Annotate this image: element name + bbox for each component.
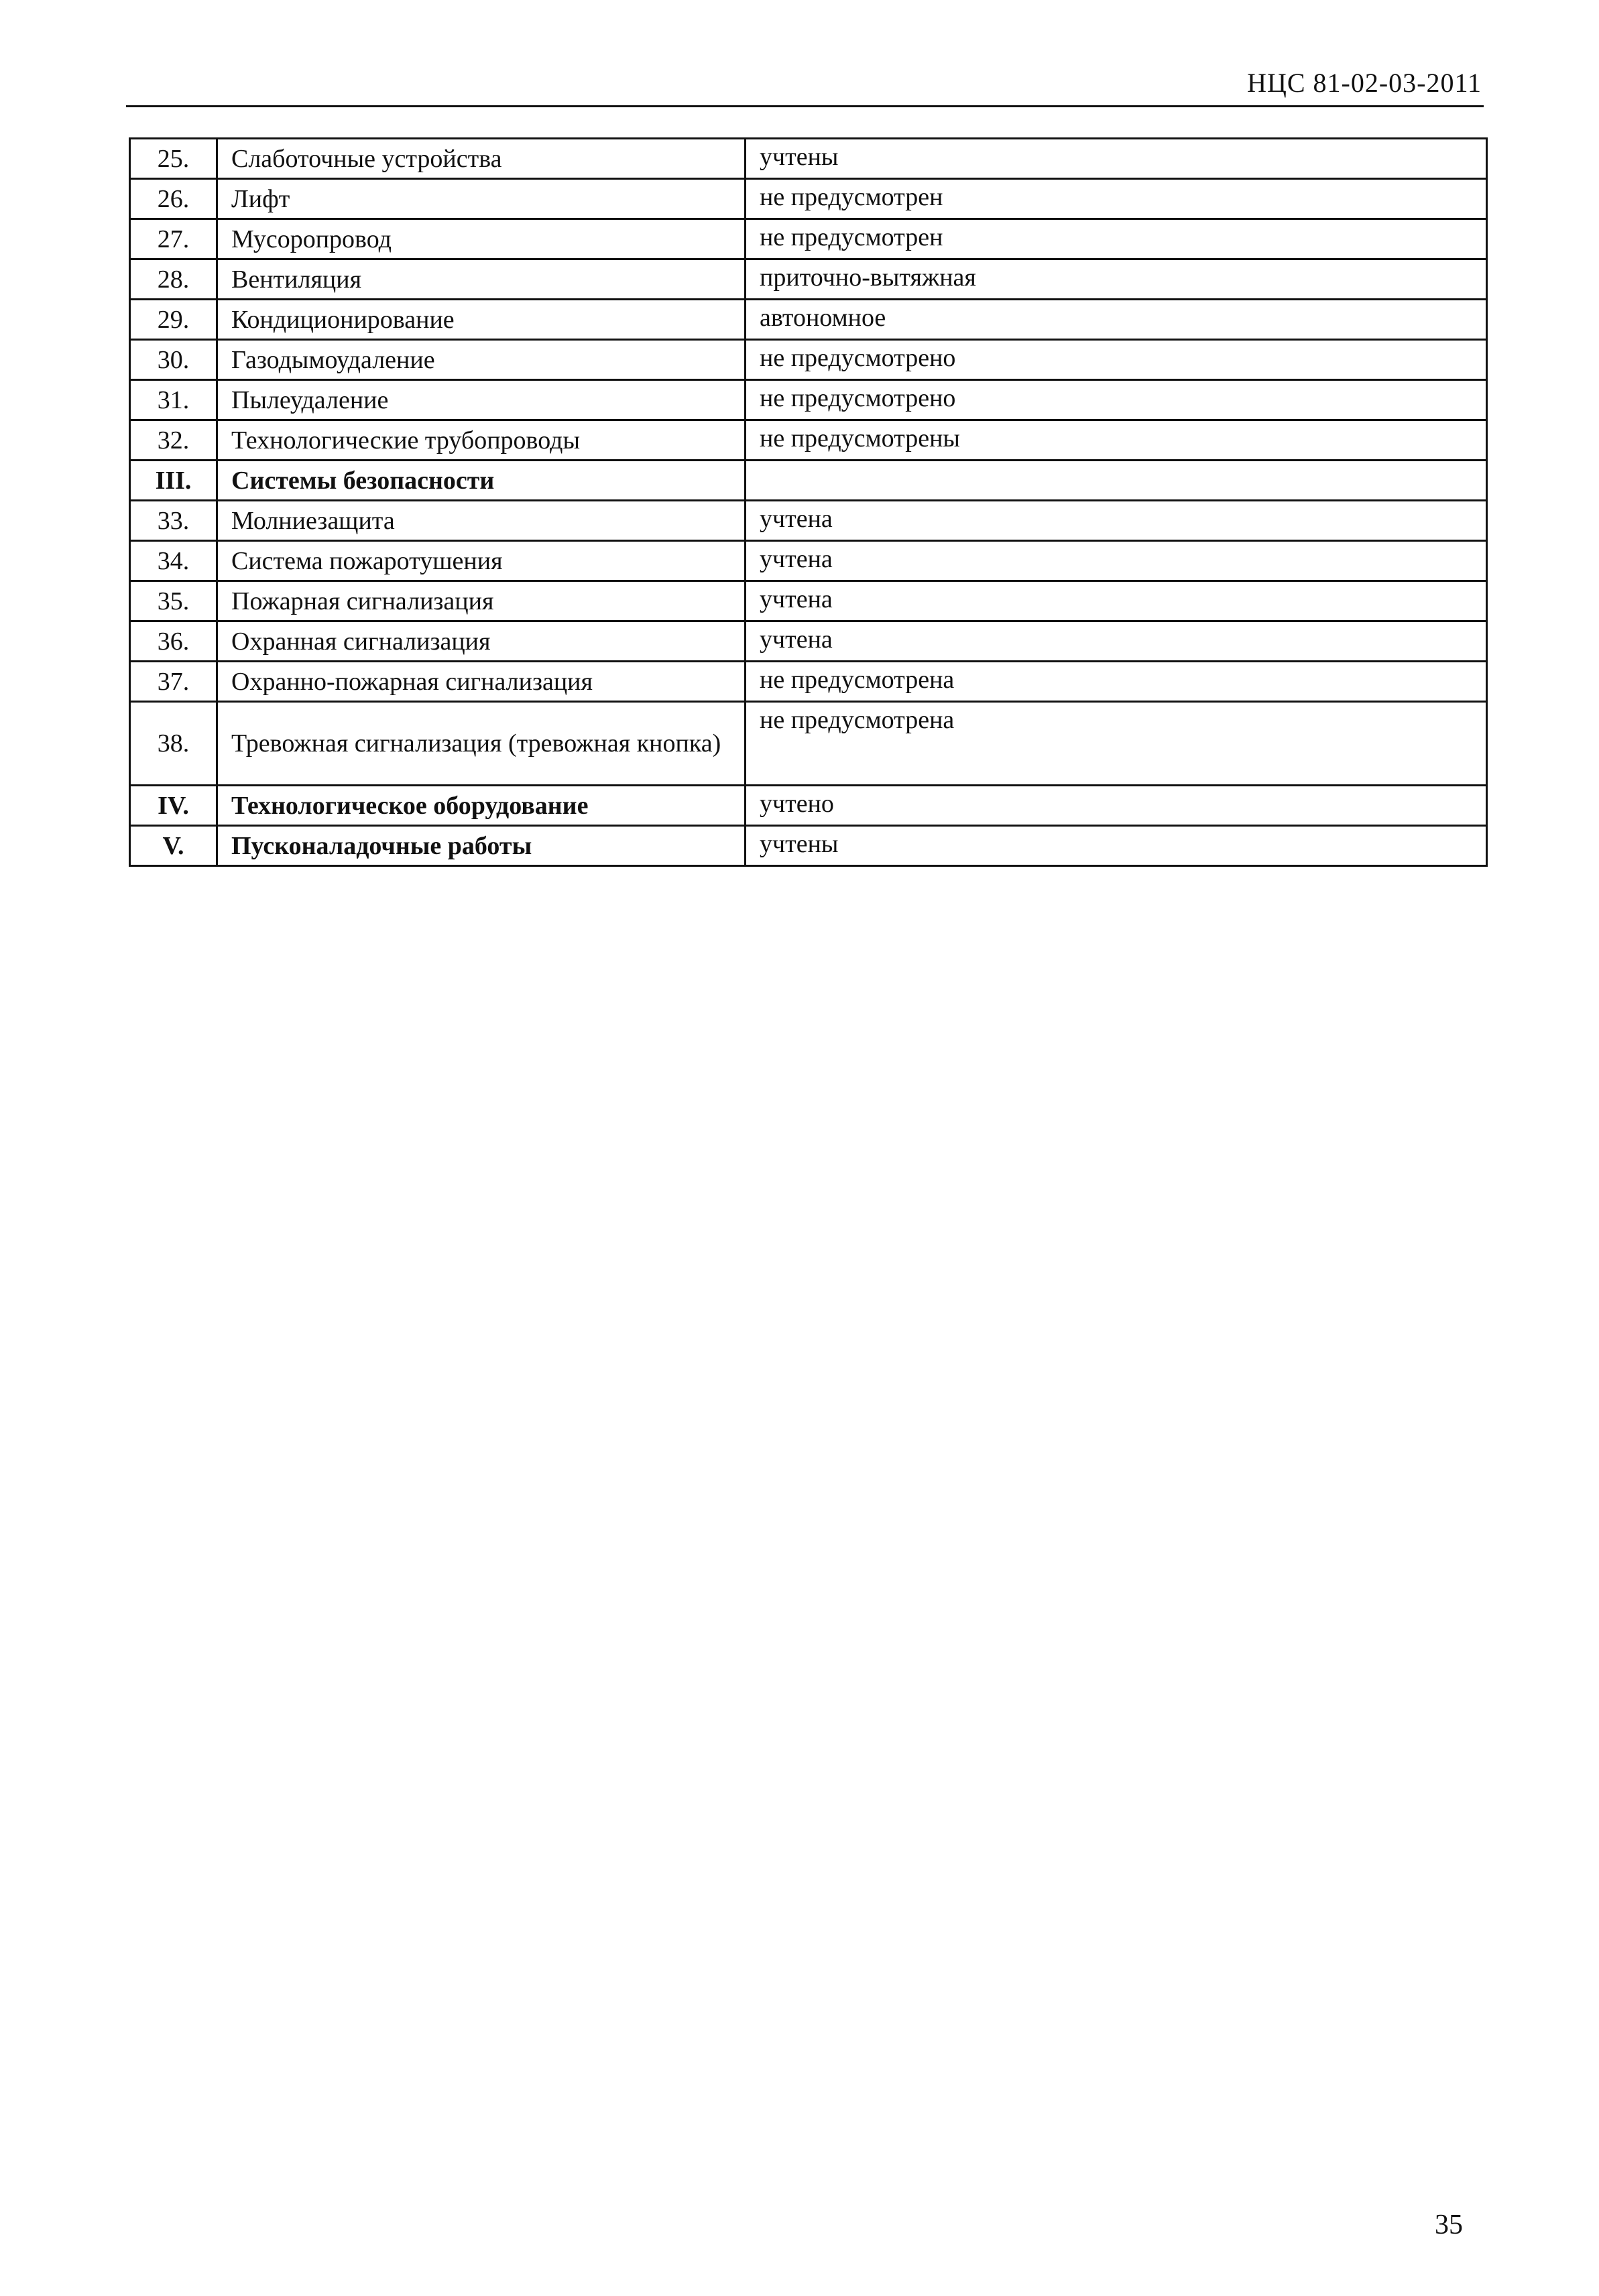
table-row bbox=[130, 340, 1487, 380]
row-value: учтены bbox=[746, 139, 1487, 179]
table-row bbox=[130, 179, 1487, 219]
row-name: Газодымоудаление bbox=[217, 340, 746, 380]
section-row bbox=[130, 826, 1487, 866]
row-number: 28. bbox=[130, 259, 217, 300]
row-number: 32. bbox=[130, 420, 217, 461]
table-row bbox=[130, 259, 1487, 300]
row-name: Слаботочные устройства bbox=[217, 139, 746, 179]
section-title: Пусконаладочные работы bbox=[217, 826, 746, 866]
section-title: Системы безопасности bbox=[217, 461, 746, 501]
row-value: не предусмотрена bbox=[746, 702, 1487, 786]
row-value: учтена bbox=[746, 581, 1487, 621]
row-value: автономное bbox=[746, 300, 1487, 340]
row-name: Система пожаротушения bbox=[217, 541, 746, 581]
section-row bbox=[130, 461, 1487, 501]
page-number: 35 bbox=[1435, 2210, 1463, 2240]
table-row bbox=[130, 662, 1487, 702]
row-name: Пылеудаление bbox=[217, 380, 746, 420]
row-name: Лифт bbox=[217, 179, 746, 219]
table-row bbox=[130, 581, 1487, 621]
section-number: III. bbox=[130, 461, 217, 501]
section-number: IV. bbox=[130, 786, 217, 826]
document-code: НЦС 81-02-03-2011 bbox=[1247, 68, 1482, 98]
row-number: 37. bbox=[130, 662, 217, 702]
row-number: 33. bbox=[130, 501, 217, 541]
row-value: учтена bbox=[746, 501, 1487, 541]
row-value: не предусмотрен bbox=[746, 219, 1487, 259]
row-number: 36. bbox=[130, 621, 217, 662]
row-name: Кондиционирование bbox=[217, 300, 746, 340]
row-number: 34. bbox=[130, 541, 217, 581]
row-value: учтена bbox=[746, 621, 1487, 662]
row-number: 25. bbox=[130, 139, 217, 179]
table-row bbox=[130, 219, 1487, 259]
section-row bbox=[130, 786, 1487, 826]
row-value: не предусмотрена bbox=[746, 662, 1487, 702]
row-value: не предусмотрено bbox=[746, 340, 1487, 380]
row-number: 30. bbox=[130, 340, 217, 380]
table-row bbox=[130, 541, 1487, 581]
section-value bbox=[746, 461, 1487, 501]
row-name: Пожарная сигнализация bbox=[217, 581, 746, 621]
section-number: V. bbox=[130, 826, 217, 866]
row-value: не предусмотрен bbox=[746, 179, 1487, 219]
table-row bbox=[130, 621, 1487, 662]
row-name: Тревожная сигнализация (тревожная кнопка) bbox=[217, 702, 746, 786]
section-title: Технологическое оборудование bbox=[217, 786, 746, 826]
row-value: учтена bbox=[746, 541, 1487, 581]
row-value: не предусмотрено bbox=[746, 380, 1487, 420]
row-name: Охранная сигнализация bbox=[217, 621, 746, 662]
row-number: 27. bbox=[130, 219, 217, 259]
table-row bbox=[130, 420, 1487, 461]
table-row bbox=[130, 139, 1487, 179]
row-number: 29. bbox=[130, 300, 217, 340]
section-value: учтено bbox=[746, 786, 1487, 826]
row-number: 26. bbox=[130, 179, 217, 219]
row-number: 38. bbox=[130, 702, 217, 786]
row-name: Вентиляция bbox=[217, 259, 746, 300]
row-number: 35. bbox=[130, 581, 217, 621]
row-name: Охранно-пожарная сигнализация bbox=[217, 662, 746, 702]
table-row bbox=[130, 300, 1487, 340]
table-row bbox=[130, 501, 1487, 541]
specification-table bbox=[129, 137, 1488, 867]
table-row bbox=[130, 702, 1487, 786]
row-value: приточно-вытяжная bbox=[746, 259, 1487, 300]
header-rule bbox=[126, 105, 1484, 107]
row-name: Технологические трубопроводы bbox=[217, 420, 746, 461]
row-value: не предусмотрены bbox=[746, 420, 1487, 461]
section-value: учтены bbox=[746, 826, 1487, 866]
row-name: Мусоропровод bbox=[217, 219, 746, 259]
row-name: Молниезащита bbox=[217, 501, 746, 541]
row-number: 31. bbox=[130, 380, 217, 420]
table-row bbox=[130, 380, 1487, 420]
